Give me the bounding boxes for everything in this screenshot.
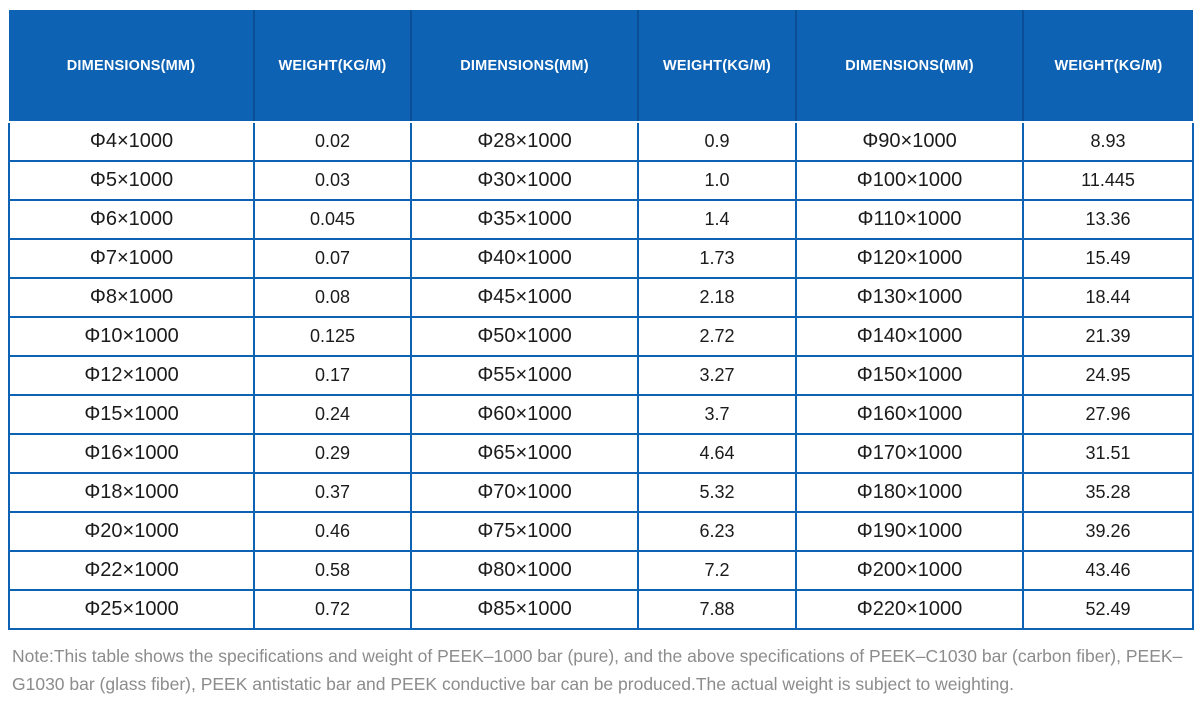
- dimension-cell: Φ160×1000: [796, 395, 1023, 434]
- dimension-cell: Φ35×1000: [411, 200, 638, 239]
- weight-cell: 2.18: [638, 278, 796, 317]
- header-dimensions-1: DIMENSIONS(MM): [9, 10, 254, 122]
- weight-cell: 0.29: [254, 434, 411, 473]
- weight-cell: 15.49: [1023, 239, 1193, 278]
- weight-cell: 39.26: [1023, 512, 1193, 551]
- table-row: [9, 317, 1193, 356]
- dimension-cell: Φ110×1000: [796, 200, 1023, 239]
- footnote-line-1: Note:This table shows the specifications and weight of PEEK–1000 bar (pure), and the above specifications of PEEK–C1030 bar (carbon fiber),: [12, 646, 1121, 666]
- dimension-cell: Φ28×1000: [411, 122, 638, 161]
- table-row: [9, 278, 1193, 317]
- dimension-cell: Φ200×1000: [796, 551, 1023, 590]
- dimension-cell: Φ85×1000: [411, 590, 638, 629]
- dimension-cell: Φ180×1000: [796, 473, 1023, 512]
- weight-cell: 0.37: [254, 473, 411, 512]
- weight-cell: 2.72: [638, 317, 796, 356]
- weight-cell: 52.49: [1023, 590, 1193, 629]
- dimension-cell: Φ45×1000: [411, 278, 638, 317]
- table-row: [9, 395, 1193, 434]
- weight-cell: 43.46: [1023, 551, 1193, 590]
- weight-cell: 0.02: [254, 122, 411, 161]
- weight-cell: 0.24: [254, 395, 411, 434]
- weight-cell: 21.39: [1023, 317, 1193, 356]
- dimension-cell: Φ90×1000: [796, 122, 1023, 161]
- dimension-cell: Φ12×1000: [9, 356, 254, 395]
- table-row: [9, 590, 1193, 629]
- table-row: [9, 473, 1193, 512]
- weight-cell: 24.95: [1023, 356, 1193, 395]
- table-row: [9, 239, 1193, 278]
- weight-cell: 0.72: [254, 590, 411, 629]
- footnote-line-2: PEEK–G1030 bar (glass fiber), PEEK antistatic bar and PEEK conductive bar can be produced.The actual weight is subject to weighting.: [12, 646, 1183, 694]
- weight-cell: 7.2: [638, 551, 796, 590]
- weight-cell: 35.28: [1023, 473, 1193, 512]
- table-row: [9, 161, 1193, 200]
- weight-cell: 0.07: [254, 239, 411, 278]
- weight-cell: 27.96: [1023, 395, 1193, 434]
- header-weight-3: WEIGHT(KG/M): [1023, 10, 1193, 122]
- dimension-cell: Φ70×1000: [411, 473, 638, 512]
- dimension-cell: Φ50×1000: [411, 317, 638, 356]
- table-header: [9, 10, 1193, 122]
- weight-cell: 13.36: [1023, 200, 1193, 239]
- header-weight-1: WEIGHT(KG/M): [254, 10, 411, 122]
- weight-cell: 18.44: [1023, 278, 1193, 317]
- weight-cell: 0.125: [254, 317, 411, 356]
- dimension-cell: Φ65×1000: [411, 434, 638, 473]
- weight-cell: 6.23: [638, 512, 796, 551]
- header-weight-2: WEIGHT(KG/M): [638, 10, 796, 122]
- dimension-cell: Φ170×1000: [796, 434, 1023, 473]
- header-row: [9, 10, 1193, 122]
- weight-cell: 0.17: [254, 356, 411, 395]
- dimension-cell: Φ6×1000: [9, 200, 254, 239]
- weight-cell: 1.4: [638, 200, 796, 239]
- weight-cell: 31.51: [1023, 434, 1193, 473]
- weight-cell: 8.93: [1023, 122, 1193, 161]
- dimension-cell: Φ25×1000: [9, 590, 254, 629]
- dimension-cell: Φ20×1000: [9, 512, 254, 551]
- weight-cell: 4.64: [638, 434, 796, 473]
- dimension-cell: Φ75×1000: [411, 512, 638, 551]
- header-dimensions-2: DIMENSIONS(MM): [411, 10, 638, 122]
- dimension-cell: Φ220×1000: [796, 590, 1023, 629]
- dimension-cell: Φ140×1000: [796, 317, 1023, 356]
- table-row: [9, 122, 1193, 161]
- dimension-cell: Φ8×1000: [9, 278, 254, 317]
- weight-cell: 0.58: [254, 551, 411, 590]
- dimension-cell: Φ10×1000: [9, 317, 254, 356]
- weight-cell: 3.7: [638, 395, 796, 434]
- dimension-cell: Φ18×1000: [9, 473, 254, 512]
- weight-cell: 0.03: [254, 161, 411, 200]
- peek-bar-weight-table: [8, 10, 1194, 630]
- dimension-cell: Φ7×1000: [9, 239, 254, 278]
- weight-cell: 0.46: [254, 512, 411, 551]
- dimension-cell: Φ120×1000: [796, 239, 1023, 278]
- dimension-cell: Φ80×1000: [411, 551, 638, 590]
- weight-cell: 1.73: [638, 239, 796, 278]
- dimension-cell: Φ60×1000: [411, 395, 638, 434]
- dimension-cell: Φ190×1000: [796, 512, 1023, 551]
- weight-cell: 7.88: [638, 590, 796, 629]
- table-row: [9, 200, 1193, 239]
- dimension-cell: Φ130×1000: [796, 278, 1023, 317]
- table-row: [9, 434, 1193, 473]
- table-row: [9, 512, 1193, 551]
- table-body: [9, 122, 1193, 629]
- footnote: [8, 642, 1192, 698]
- dimension-cell: Φ15×1000: [9, 395, 254, 434]
- table-row: [9, 551, 1193, 590]
- dimension-cell: Φ4×1000: [9, 122, 254, 161]
- header-dimensions-3: DIMENSIONS(MM): [796, 10, 1023, 122]
- dimension-cell: Φ150×1000: [796, 356, 1023, 395]
- weight-cell: 11.445: [1023, 161, 1193, 200]
- dimension-cell: Φ55×1000: [411, 356, 638, 395]
- dimension-cell: Φ16×1000: [9, 434, 254, 473]
- dimension-cell: Φ40×1000: [411, 239, 638, 278]
- weight-cell: 0.9: [638, 122, 796, 161]
- table-row: [9, 356, 1193, 395]
- dimension-cell: Φ100×1000: [796, 161, 1023, 200]
- weight-cell: 0.045: [254, 200, 411, 239]
- weight-cell: 0.08: [254, 278, 411, 317]
- weight-cell: 3.27: [638, 356, 796, 395]
- dimension-cell: Φ22×1000: [9, 551, 254, 590]
- dimension-cell: Φ30×1000: [411, 161, 638, 200]
- weight-cell: 5.32: [638, 473, 796, 512]
- weight-cell: 1.0: [638, 161, 796, 200]
- dimension-cell: Φ5×1000: [9, 161, 254, 200]
